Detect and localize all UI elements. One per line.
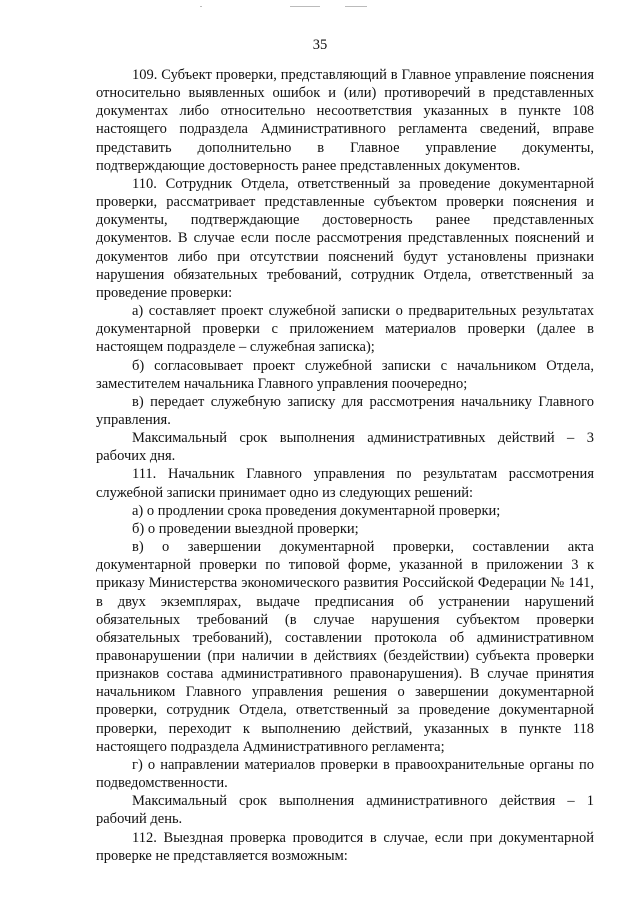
max-term-111: Максимальный срок выполнения административного действия – 1 рабочий день. — [96, 793, 594, 828]
item-111-b: б) о проведении выездной проверки; — [132, 520, 359, 537]
page-number: 35 — [312, 37, 328, 53]
paragraph-112: 112. Выездная проверка проводится в случае, если при документарной проверке не представляется возможным: — [96, 829, 594, 864]
item-111-a: а) о продлении срока проведения документарной проверки; — [132, 502, 501, 519]
paragraph-110: 110. Сотрудник Отдела, ответственный за проведение документарной проверки, рассматривает представленные субъектом проверки пояснения и документы, подтверждающие достоверность ранее представленных документов. В случае если после рассмотрения представленных пояснений и документов либо при отсутствии пояснений будут установлены признаки нарушения обязательных требований, сотрудник Отдела, ответственный за проведение проверки: — [96, 175, 594, 301]
max-term-110: Максимальный срок выполнения административных действий – 3 рабочих дня. — [96, 430, 594, 465]
document-body — [96, 66, 594, 865]
paragraph-111: 111. Начальник Главного управления по результатам рассмотрения служебной записки принимает одно из следующих решений: — [96, 466, 594, 501]
item-111-c: в) о завершении документарной проверки, составлении акта документарной проверки по типовой форме, указанной в приложении 3 к приказу Министерства экономического развития Российской Федерации № 141, в двух экземплярах, выдаче предписания об устранении нарушений обязательных требований (в случае нарушения субъектом проверки обязательных требований), составлении протокола об административном правонарушении (при наличии в действиях (бездействии) субъекта проверки признаков состава административного правонарушения). В случае принятия начальником Главного управления решения о завершении документарной проверки, сотрудник Отдела, ответственный за проведение документарной проверки, переходит к выполнению действий, указанных в пункте 118 настоящего подраздела Административного регламента; — [96, 539, 594, 755]
item-110-a: а) составляет проект служебной записки о предварительных результатах документарной проверки с приложением материалов проверки (далее в настоящем подразделе – служебная записка); — [96, 303, 594, 356]
item-110-c: в) передает служебную записку для рассмотрения начальнику Главного управления. — [96, 393, 594, 428]
item-111-d: г) о направлении материалов проверки в правоохранительные органы по подведомственности. — [96, 756, 594, 792]
item-110-b: б) согласовывает проект служебной записки с начальником Отдела, заместителем начальника Главного управления поочередно; — [96, 357, 594, 392]
paragraph-109: 109. Субъект проверки, представляющий в Главное управление пояснения относительно выявленных ошибок и (или) противоречий в представленных документах либо относительно несоответствия указанных в пункте 108 настоящего подраздела Административного регламента сведений, вправе представить дополнительно в Главное управление документы, подтверждающие достоверность ранее представленных документов. — [96, 67, 594, 174]
scan-artifact-marks — [0, 4, 640, 10]
